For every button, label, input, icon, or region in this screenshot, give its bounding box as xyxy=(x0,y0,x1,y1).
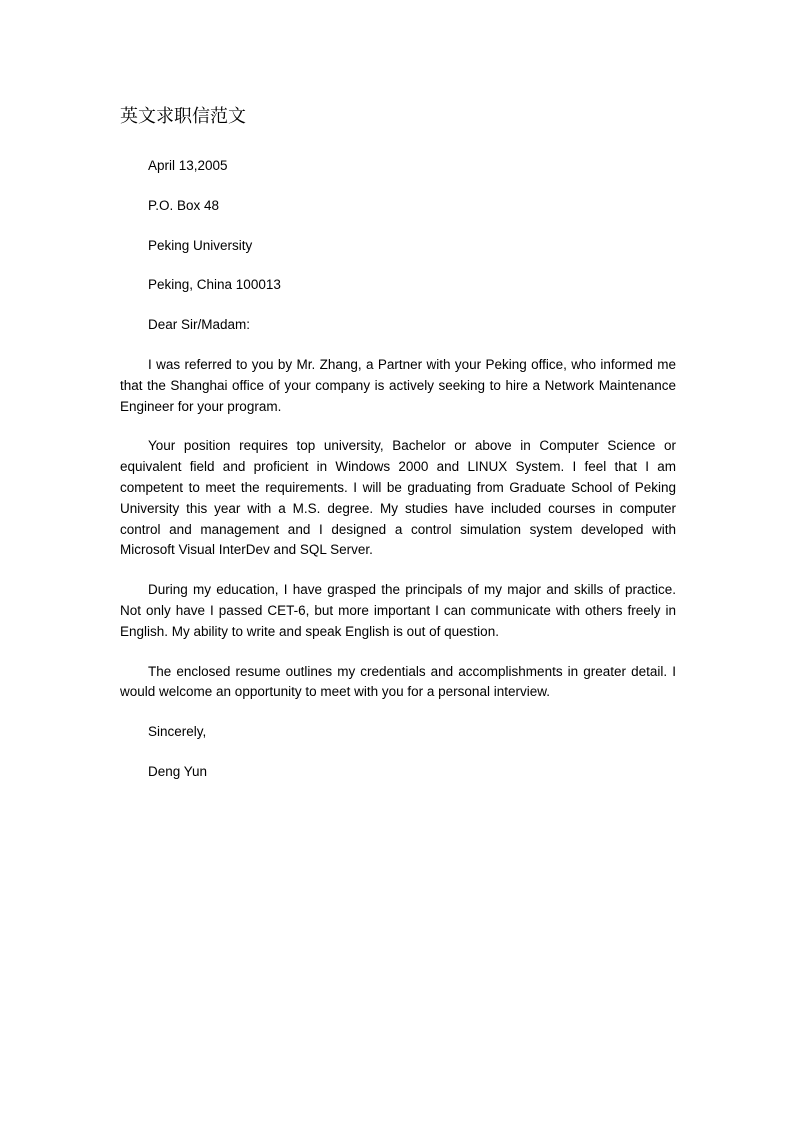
paragraph-4: The enclosed resume outlines my credentials and accomplishments in greater detail. I would welcome an opportunity to meet with you for a personal interview. xyxy=(120,663,676,700)
address-line-2: Peking University xyxy=(148,237,253,253)
letter-body xyxy=(120,156,676,802)
document-title: 英文求职信范文 xyxy=(120,106,246,127)
paragraph-2: Your position requires top university, Bachelor or above in Computer Science or equivalent field and proficient in Windows 2000 and LINUX System. I feel that I am competent to meet the requirements. I will be graduating from Graduate School of Peking University this year with a M.S. degree. My studies have included courses in computer control and management and I designed a control simulation system developed with Microsoft Visual InterDev and SQL Server. xyxy=(120,438,676,558)
letter-date: April 13,2005 xyxy=(148,158,228,173)
address-line-1: P.O. Box 48 xyxy=(148,197,220,213)
closing: Sincerely, xyxy=(148,724,207,740)
salutation: Dear Sir/Madam: xyxy=(148,317,251,333)
address-line-3: Peking, China 100013 xyxy=(148,277,281,293)
signature: Deng Yun xyxy=(148,763,208,779)
paragraph-3: During my education, I have grasped the principals of my major and skills of practice. Not only have I passed CET-6, but more important I can communicate with others freely in English. My ability to write and speak English is out of question. xyxy=(120,582,676,639)
paragraph-1: I was referred to you by Mr. Zhang, a Partner with your Peking office, who informed me that the Shanghai office of your company is actively seeking to hire a Network Maintenance Engineer for your program. xyxy=(120,356,676,414)
